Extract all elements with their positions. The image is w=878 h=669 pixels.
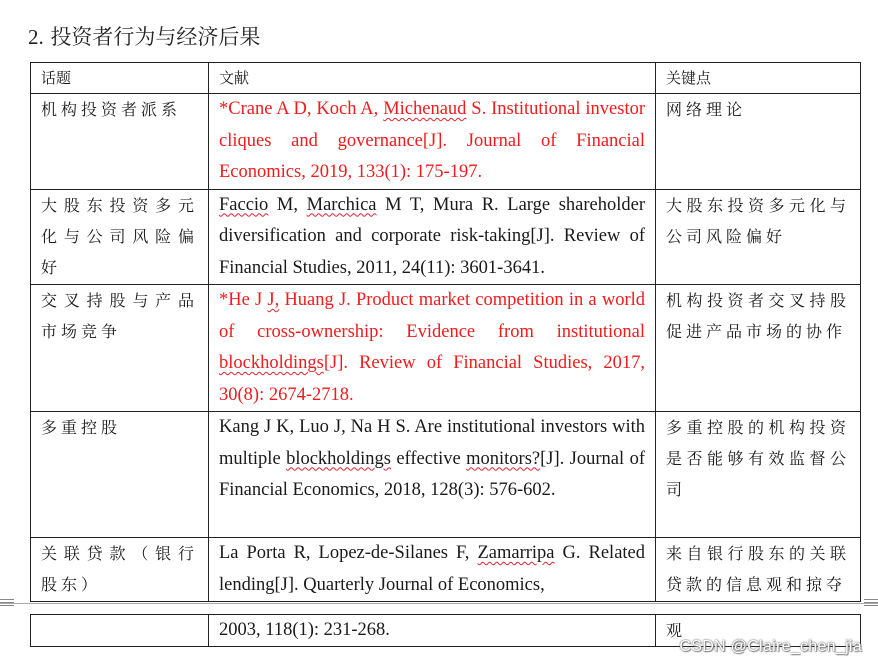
table-row: [31, 285, 861, 412]
key-point-cell: 大股东投资多元化与公司风险偏好: [656, 189, 861, 285]
spellcheck-word: Faccio: [219, 194, 269, 215]
key-point-cell: 多重控股的机构投资是否能够有效监督公司: [656, 412, 861, 538]
topic-cell: 关联贷款（银行股东）: [31, 538, 209, 602]
topic-cell: 大股东投资多元化与公司风险偏好: [31, 189, 209, 285]
spellcheck-word: Marchica: [306, 194, 377, 215]
literature-cell: [209, 189, 656, 285]
table-row: [31, 189, 861, 285]
spellcheck-word: Zamarripa: [477, 543, 555, 563]
topic-cell: 机构投资者派系: [31, 94, 209, 190]
literature-cell: [209, 538, 656, 602]
section-number: 2.: [28, 25, 44, 49]
watermark: CSDN @Claire_chen_jia: [679, 638, 862, 655]
key-point-cell: 观: [656, 615, 861, 647]
literature-cell: 2003, 118(1): 231-268.: [209, 615, 656, 647]
section-heading: [28, 22, 260, 52]
literature-table: [30, 62, 861, 602]
spellcheck-word: blockholdings: [219, 353, 324, 373]
key-point-cell: 网络理论: [656, 94, 861, 190]
topic-cell: [31, 615, 209, 647]
header-literature: 文献: [209, 63, 656, 94]
topic-cell: 多重控股: [31, 412, 209, 538]
page-break-marker-right: [864, 599, 878, 607]
table-header-row: [31, 63, 861, 94]
page-break-marker-left: [0, 599, 14, 607]
citation-text: [J]. Journal of Financial Economics, 2018, 128(3): 576-602.: [219, 448, 645, 500]
table-row: [31, 94, 861, 190]
key-point-cell: 机构投资者交叉持股促进产品市场的协作: [656, 285, 861, 412]
topic-cell: 交叉持股与产品市场竞争: [31, 285, 209, 412]
literature-cell: [209, 285, 656, 412]
section-title: 投资者行为与经济后果: [50, 25, 261, 49]
citation-text: *Crane A D, Koch A,: [219, 99, 384, 119]
citation-text: M T, Mura R. Large shareholder diversification and corporate risk-taking[J]. Review of Financial Studies, 2011, 24(11): 3601-3641.: [219, 194, 646, 278]
citation-text: effective: [390, 448, 467, 469]
table-row: [31, 538, 861, 602]
spellcheck-word: monitors?: [466, 448, 541, 469]
header-topic: 话题: [31, 63, 209, 94]
citation-text: G. Related lending[J]. Quarterly Journal of Economics,: [219, 543, 646, 595]
key-point-cell: 来自银行股东的关联贷款的信息观和掠夺: [656, 538, 861, 602]
citation-text: [J]. Review of Financial Studies, 2017, 30(8): 2674-2718.: [219, 353, 645, 405]
citation-text: M,: [268, 194, 307, 215]
citation-text: Huang J. Product market competition in a world of cross-ownership: Evidence from institutional: [219, 290, 645, 342]
table-row: [31, 412, 861, 538]
citation-text: La Porta R, Lopez-de-Silanes F,: [219, 543, 478, 563]
page-break-line: [0, 603, 878, 604]
citation-text: Kang J K, Luo J, Na H S. Are institutional investors with multiple: [219, 417, 645, 469]
spellcheck-word: blockholdings: [286, 448, 391, 469]
literature-cell: [209, 412, 656, 538]
citation-text: *He J: [219, 290, 268, 310]
header-key: 关键点: [656, 63, 861, 94]
spellcheck-word: Michenaud: [383, 99, 467, 119]
literature-cell: [209, 94, 656, 190]
spellcheck-word: J,: [267, 290, 280, 310]
citation-text: S. Institutional investor cliques and governance[J]. Journal of Financial Economics, 2019, 133(1): 175-197.: [219, 99, 645, 182]
